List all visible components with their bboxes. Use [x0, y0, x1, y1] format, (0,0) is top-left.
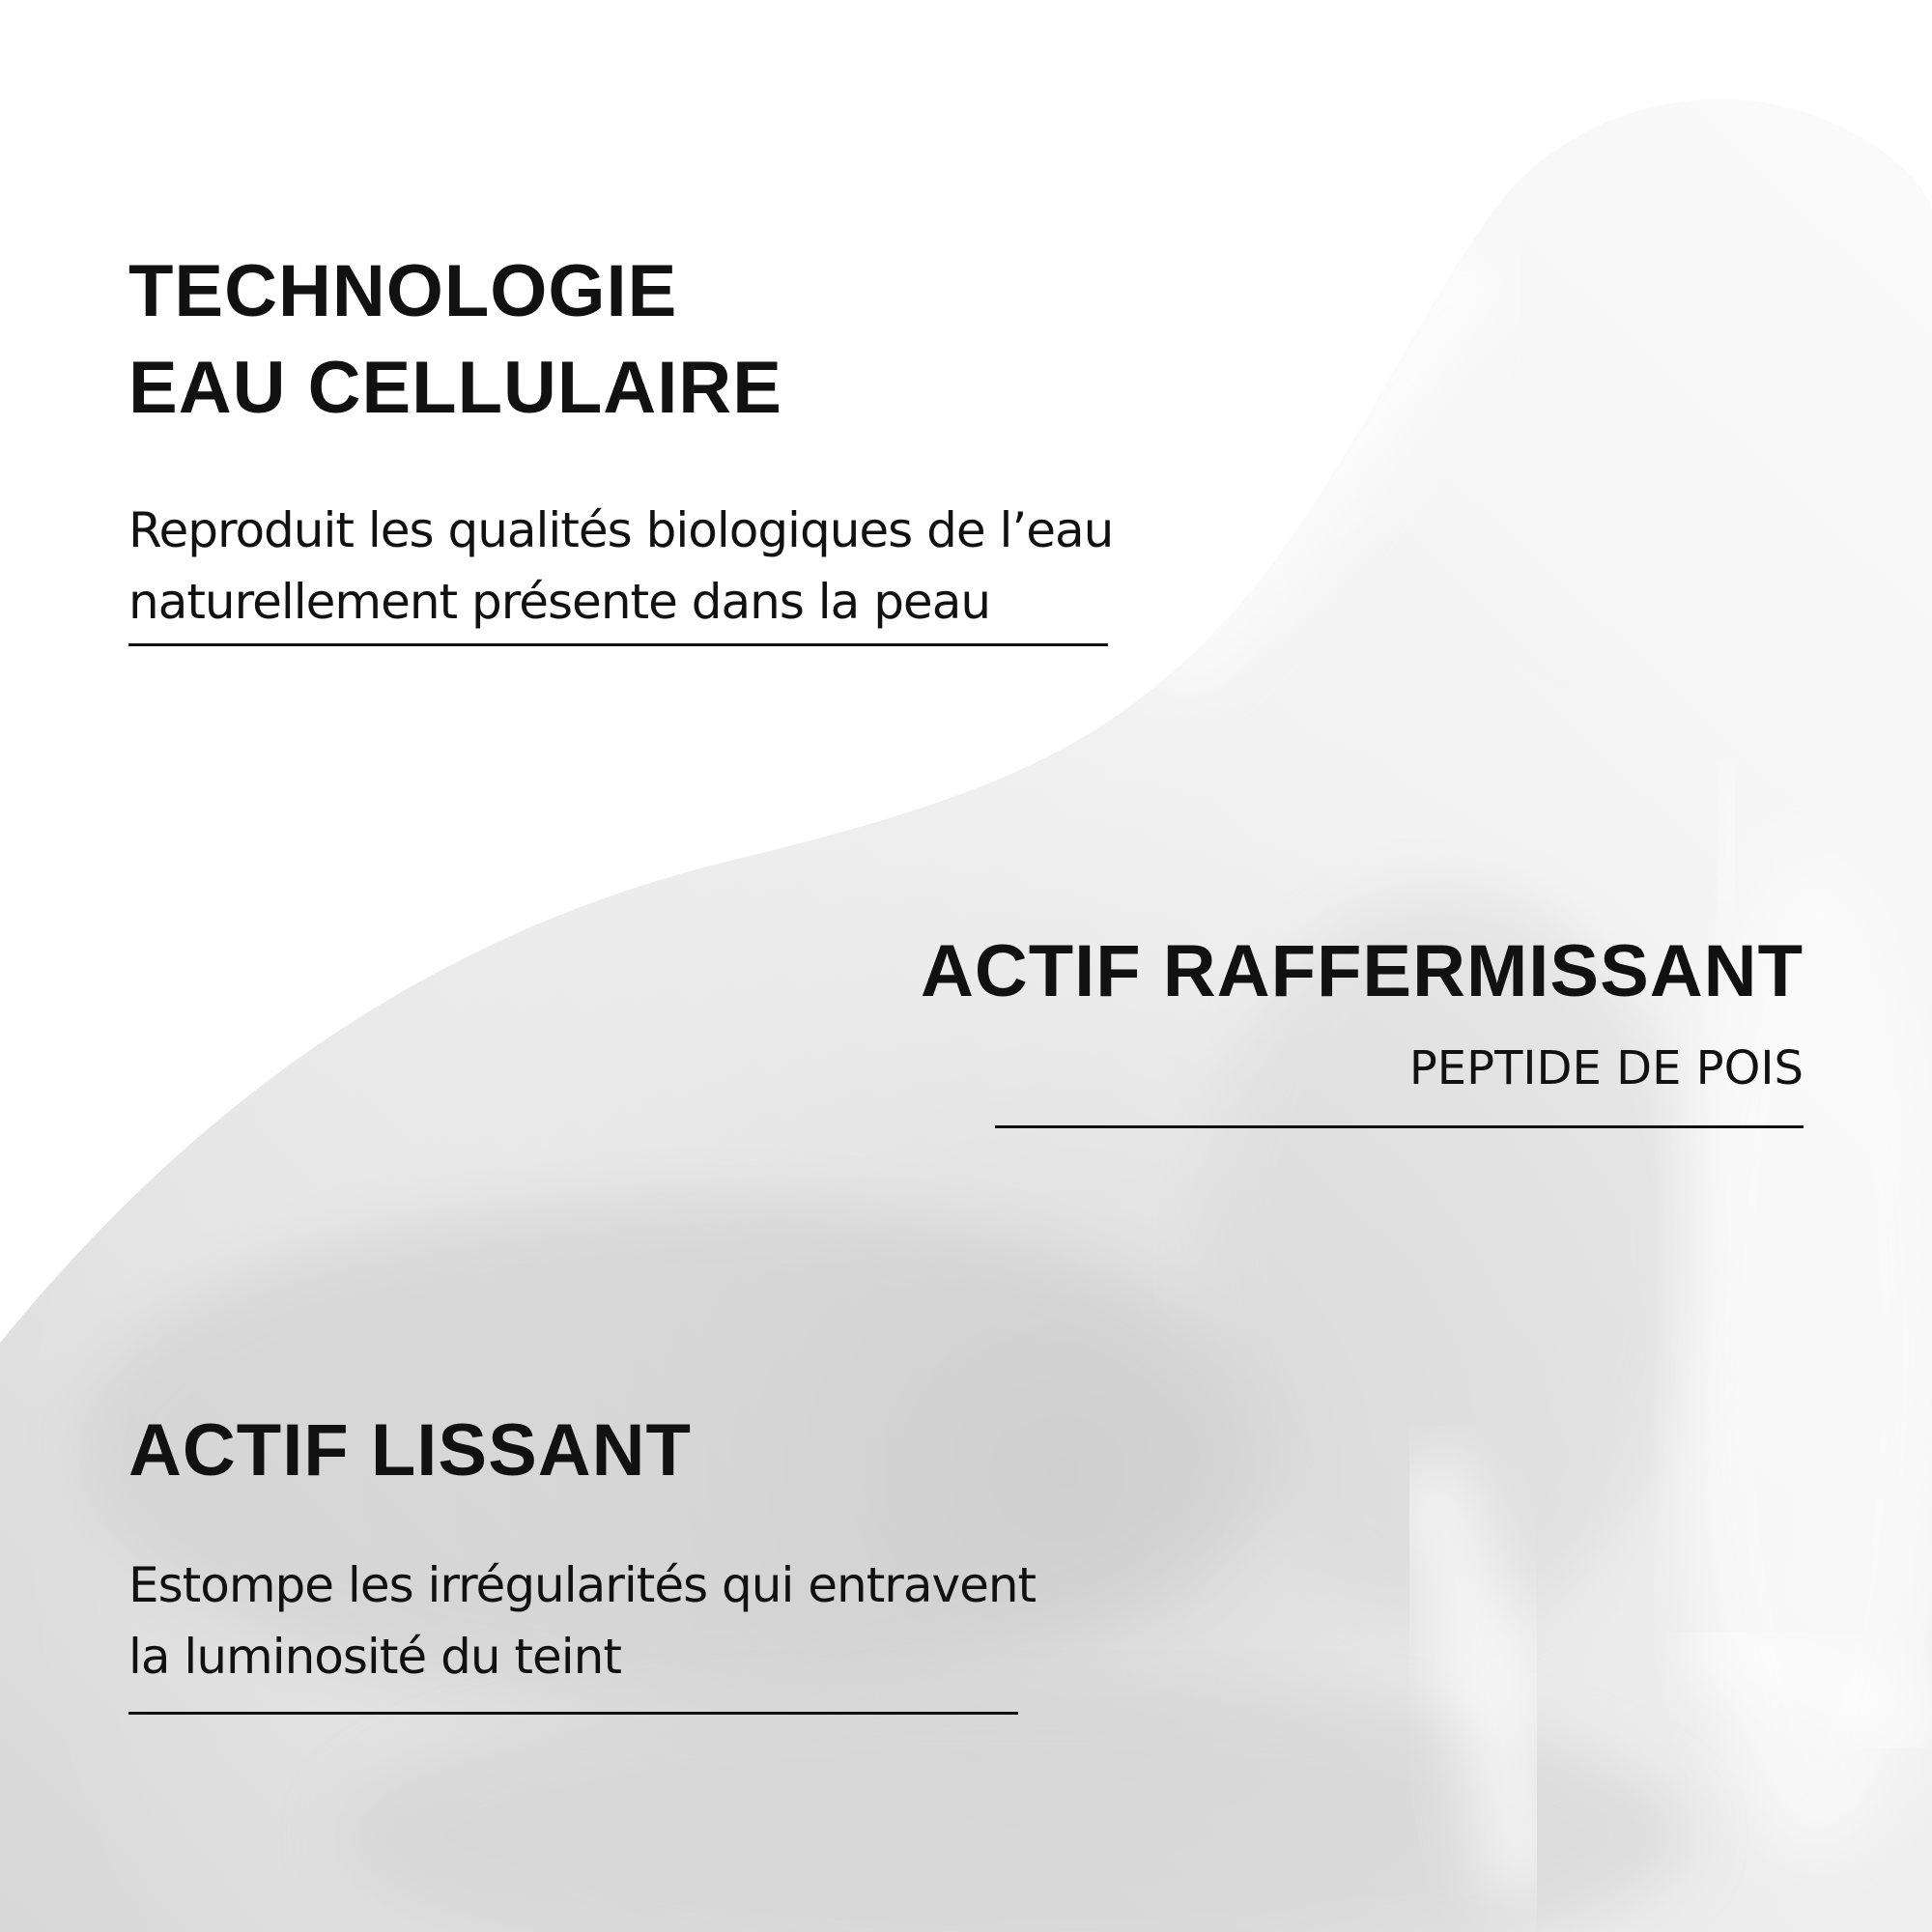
feature-description: [128, 1549, 1094, 1692]
feature-actif-lissant: [128, 1403, 1094, 1692]
feature-description-line: la luminosité du teint: [128, 1629, 621, 1685]
feature-description-line: naturellement présente dans la peau: [128, 574, 991, 630]
feature-description-line: Estompe les irrégularités qui entravent: [128, 1557, 1037, 1613]
feature-actif-raffermissant: [838, 923, 1804, 1097]
feature-heading-line: ACTIF RAFFERMISSANT: [920, 930, 1804, 1012]
feature-technologie-eau-cellulaire: [128, 243, 1114, 638]
feature-subtitle: PEPTIDE DE POIS: [1408, 1041, 1804, 1095]
divider-line: [995, 1125, 1804, 1128]
feature-heading-line: TECHNOLOGIE: [128, 250, 678, 332]
feature-description: [128, 495, 1114, 638]
divider-line: [128, 1712, 1018, 1715]
feature-heading-line: ACTIF LISSANT: [128, 1409, 692, 1492]
feature-heading-line: EAU CELLULAIRE: [128, 347, 782, 429]
divider-line: [128, 643, 1108, 646]
feature-description-line: Reproduit les qualités biologiques de l’eau: [128, 502, 1114, 558]
